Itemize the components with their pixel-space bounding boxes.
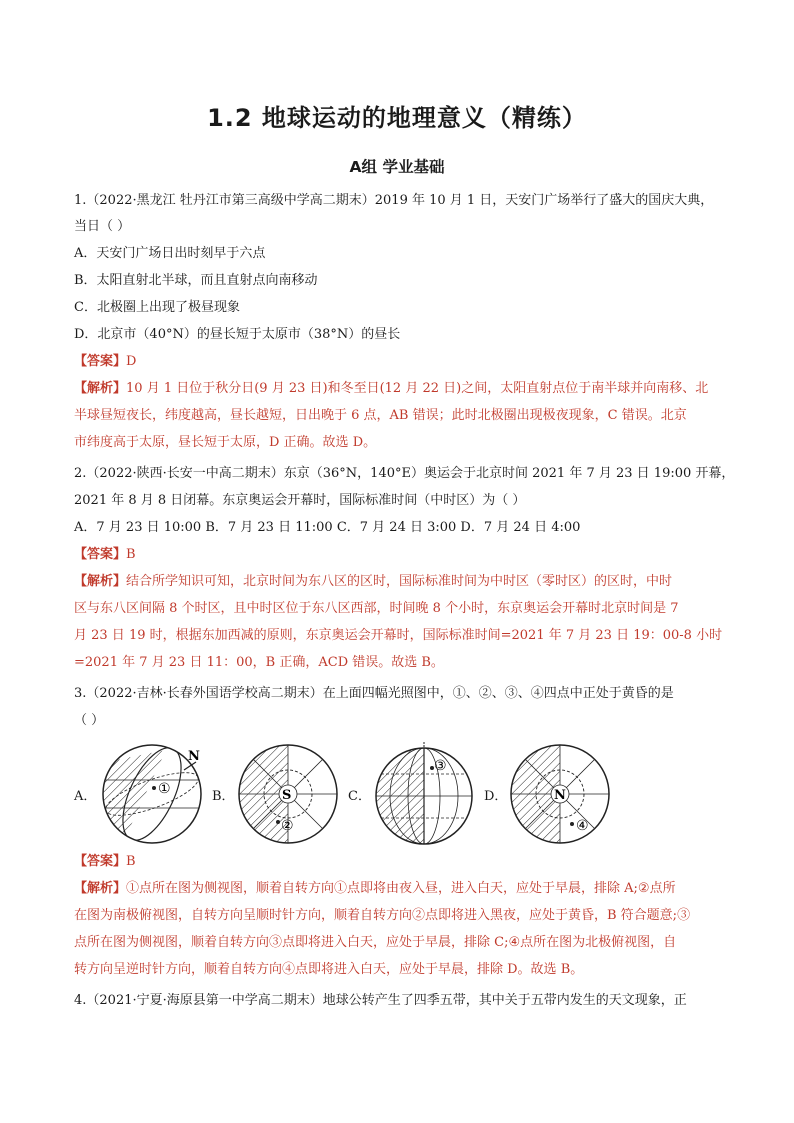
q1-option-b: B．太阳直射北半球，而且直射点向南移动 xyxy=(74,273,318,288)
fig-b-label: B． xyxy=(212,789,235,804)
q3-analysis-1: 【解析】①点所在图为侧视图，顺着自转方向①点即将由夜入昼，进入白天，应处于早晨，排除 A;②点所 xyxy=(74,881,676,896)
q3-analysis-4: 转方向呈逆时针方向，顺着自转方向④点即将进入白天，应处于早晨，排除 D。故选 B。 xyxy=(74,962,584,977)
section-heading: A组 学业基础 xyxy=(349,158,445,176)
analysis-label: 【解析】 xyxy=(74,381,127,396)
figure-d-north-pole-view xyxy=(506,740,614,848)
page-title: 1.2 地球运动的地理意义（精练） xyxy=(207,104,587,132)
point-2-label: ② xyxy=(281,818,294,834)
fig-c-label: C． xyxy=(348,789,371,804)
q1-analysis-3: 市纬度高于太原，昼长短于太原，D 正确。故选 D。 xyxy=(74,435,377,450)
q3-analysis-3: 点所在图为侧视图，顺着自转方向③点即将进入白天，应处于早晨，排除 C;④点所在图为北极俯视图，自 xyxy=(74,935,677,950)
q4-stem: 4.（2021·宁夏·海原县第一中学高二期末）地球公转产生了四季五带，其中关于五带内发生的天文现象，正 xyxy=(74,993,687,1008)
answer-label: 【答案】 xyxy=(74,354,127,369)
answer-value: D xyxy=(126,354,137,369)
fig-d-label: D． xyxy=(484,789,508,804)
q2-stem: 2.（2022·陕西·长安一中高二期末）东京（36°N，140°E）奥运会于北京时间 2021 年 7 月 23 日 19:00 开幕， xyxy=(74,466,735,481)
figure-a-side-view xyxy=(96,740,208,848)
q1-option-c: C．北极圈上出现了极昼现象 xyxy=(74,300,240,315)
q1-option-a: A．天安门广场日出时刻早于六点 xyxy=(74,246,266,261)
answer-value: B xyxy=(126,854,136,869)
point-2 xyxy=(276,820,280,824)
illumination-figures xyxy=(74,740,634,850)
answer-value: B xyxy=(126,547,136,562)
answer-label: 【答案】 xyxy=(74,547,127,562)
q2-analysis-1: 【解析】结合所学知识可知，北京时间为东八区的区时，国际标准时间为中时区（零时区）的区时，中时 xyxy=(74,574,673,589)
q1-analysis-2: 半球昼短夜长，纬度越高，昼长越短，日出晚于 6 点，AB 错误；此时北极圈出现极夜现象，C 错误。北京 xyxy=(74,408,687,423)
point-4 xyxy=(570,822,574,826)
q2-answer xyxy=(74,546,734,564)
analysis-label: 【解析】 xyxy=(74,574,127,589)
q3-stem-cont: （ ） xyxy=(74,713,105,728)
q2-analysis-3: 月 23 日 19 时，根据东加西减的原则，东京奥运会开幕时，国际标准时间=2021 年 7 月 23 日 19：00-8 小时 xyxy=(74,628,723,643)
point-1-label: ① xyxy=(158,781,171,797)
answer-label: 【答案】 xyxy=(74,854,127,869)
q2-stem-cont: 2021 年 8 月 8 日闭幕。东京奥运会开幕时，国际标准时间（中时区）为（ ） xyxy=(74,493,526,508)
figure-c-side-view xyxy=(370,740,478,848)
q1-analysis-1: 【解析】10 月 1 日位于秋分日(9 月 23 日)和冬至日(12 月 22 日)之间，太阳直射点位于南半球并向南移、北 xyxy=(74,381,709,396)
q3-analysis-2: 在图为南极俯视图，自转方向呈顺时针方向，顺着自转方向②点即将进入黑夜，应处于黄昏，B 符合题意;③ xyxy=(74,908,691,923)
point-1 xyxy=(152,786,156,790)
north-pole-label: N xyxy=(554,788,566,803)
q3-answer xyxy=(74,853,734,871)
point-3-label: ③ xyxy=(434,758,447,774)
q3-stem: 3.（2022·吉林·长春外国语学校高二期末）在上面四幅光照图中，①、②、③、④四点中正处于黄昏的是 xyxy=(74,686,674,701)
figure-b-south-pole-view xyxy=(234,740,342,848)
q1-stem: 1.（2022·黑龙江 牡丹江市第三高级中学高二期末）2019 年 10 月 1 日，天安门广场举行了盛大的国庆大典， xyxy=(74,193,714,208)
q1-option-d: D．北京市（40°N）的昼长短于太原市（38°N）的昼长 xyxy=(74,327,401,342)
point-4-label: ④ xyxy=(576,818,589,834)
q1-answer xyxy=(74,353,734,371)
south-pole-label: S xyxy=(282,788,292,803)
q1-stem-cont: 当日（ ） xyxy=(74,219,131,234)
analysis-label: 【解析】 xyxy=(74,881,127,896)
q2-analysis-2: 区与东八区间隔 8 个时区，且中时区位于东八区西部，时间晚 8 个小时，东京奥运会开幕时北京时间是 7 xyxy=(74,601,679,616)
north-label: N xyxy=(188,749,200,764)
fig-a-label: A． xyxy=(74,789,97,804)
q2-analysis-4: =2021 年 7 月 23 日 11：00，B 正确，ACD 错误。故选 B。 xyxy=(74,655,444,670)
q2-options: A．7 月 23 日 10:00 B．7 月 23 日 11:00 C．7 月 24 日 3:00 D．7 月 24 日 4:00 xyxy=(74,520,581,535)
